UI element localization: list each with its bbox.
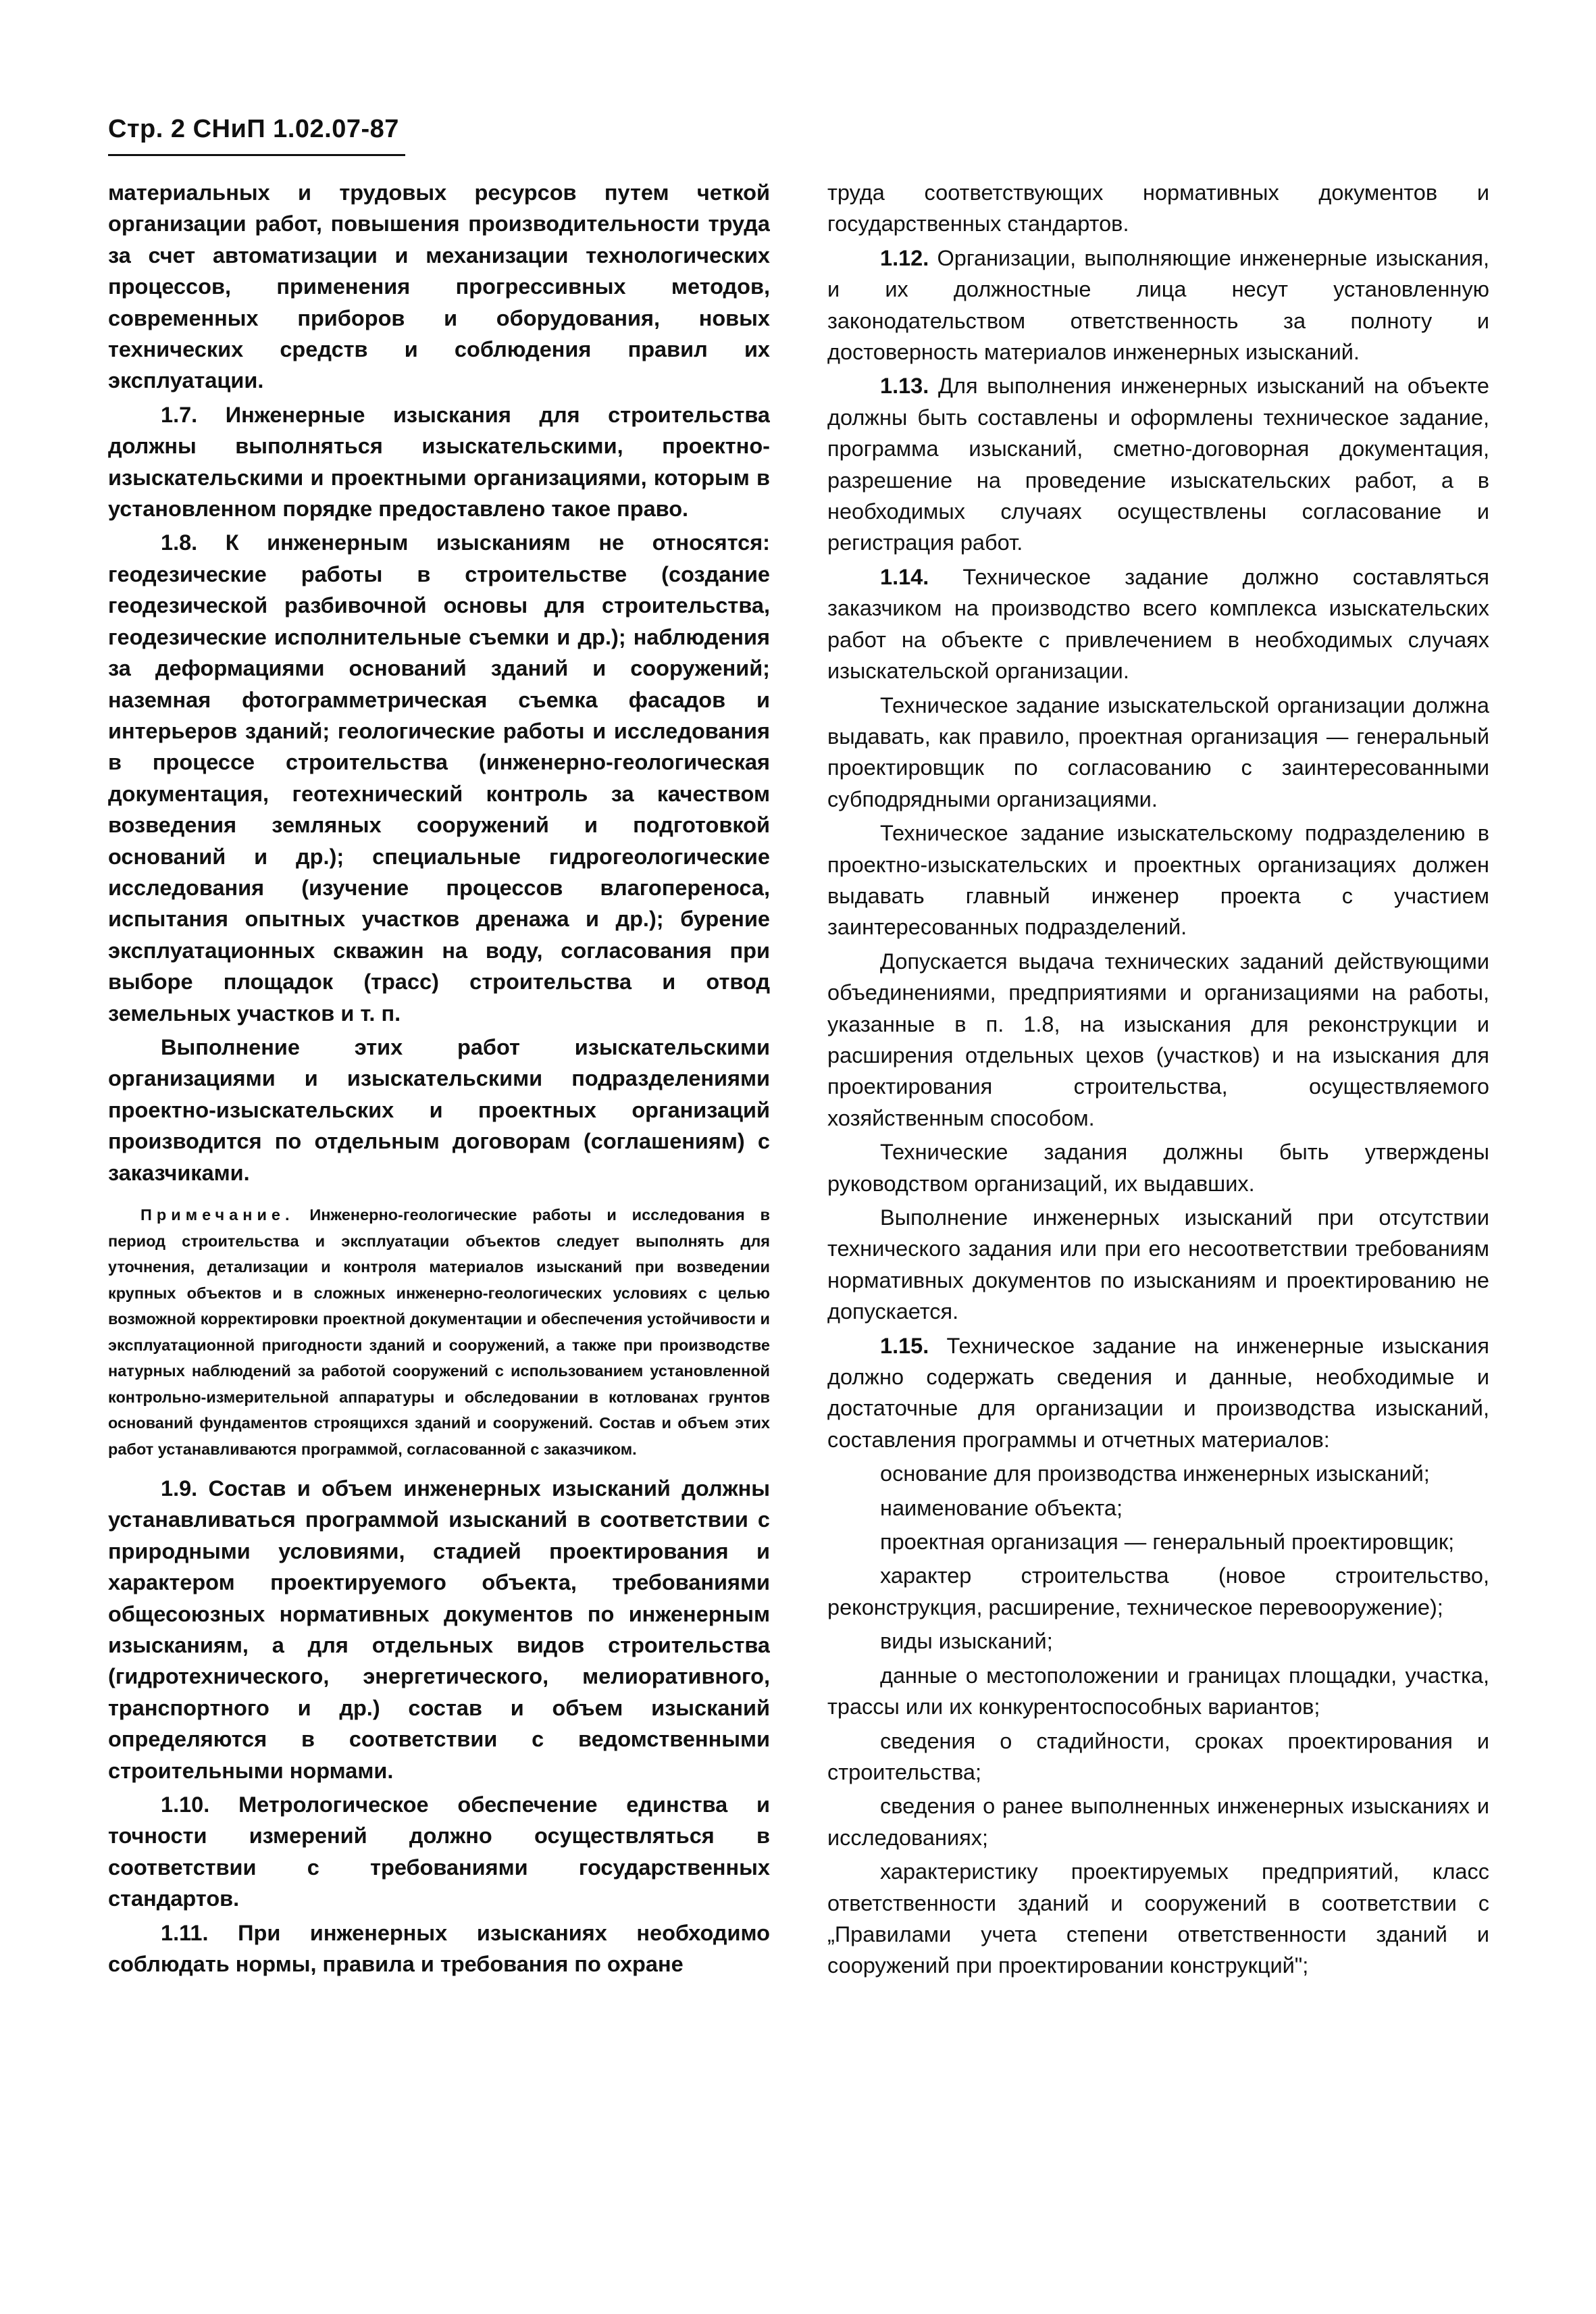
paragraph-1-10 xyxy=(108,1789,770,1915)
list-item: характер строительства (новое строительство, реконструкция, расширение, техническое перевооружение); xyxy=(827,1563,1489,1619)
paragraph-1-9 xyxy=(108,1473,770,1786)
paragraph-intro: материальных и трудовых ресурсов путем четкой организации работ, повышения производительности труда за счет автоматизации и механизации технологических процессов, применения прогрессивных методов, современных приборов и оборудования, новых технических средств и соблюдения правил их эксплуатации. xyxy=(108,180,770,393)
clause-text: Состав и объем инженерных изысканий должны устанавливаться программой изысканий в соответствии с природными условиями, стадией проектирования и характером проектируемого объекта, требованиями общесоюзных нормативных документов по инженерным изысканиям, а для отдельных видов строительства (гидротехнического, энергетического, мелиоративного, транспортного и др.) состав и объем изысканий определяются в соответствии с ведомственными строительными нормами. xyxy=(108,1476,770,1783)
paragraph-1-13 xyxy=(827,370,1489,558)
list-item: проектная организация — генеральный проектировщик; xyxy=(880,1530,1455,1555)
paragraph-1-14-e: Технические задания должны быть утверждены руководством организаций, их выдавших. xyxy=(827,1140,1489,1196)
paragraph-1-12 xyxy=(827,243,1489,368)
clause-text: Метрологическое обеспечение единства и точности измерений должно осуществляться в соответствии с требованиями государственных стандартов. xyxy=(108,1792,770,1911)
paragraph-1-14-c: Техническое задание изыскательскому подразделению в проектно-изыскательских и проектных организациях должен выдавать главный инженер проекта с участием заинтересованных подразделений. xyxy=(827,821,1489,940)
clause-number: 1.13. xyxy=(880,374,929,399)
note-label: Примечание. xyxy=(140,1206,294,1224)
clause-number: 1.10. xyxy=(161,1792,210,1817)
paragraph-1-14 xyxy=(827,561,1489,687)
list-item: наименование объекта; xyxy=(880,1495,1123,1520)
list-item: характеристику проектируемых предприятий, класс ответственности зданий и сооружений в соответствии с „Правилами учета степени ответственности зданий и сооружений при проектировании конструкций"; xyxy=(827,1859,1489,1978)
paragraph-1-7 xyxy=(108,399,770,525)
list-item: данные о местоположении и границах площадки, участка, трассы или их конкурентоспособных вариантов; xyxy=(827,1663,1489,1719)
list-item: основание для производства инженерных изысканий; xyxy=(880,1461,1430,1486)
list-item: сведения о ранее выполненных инженерных изысканиях и исследованиях; xyxy=(827,1794,1489,1850)
clause-text: К инженерным изысканиям не относятся: геодезические работы в строительстве (создание геодезической разбивочной основы для строительства, геодезические исполнительные съемки и др.); наблюдения за деформациями оснований зданий и сооружений; наземная фотограмметрическая съемка фасадов и интерьеров зданий; геологические работы и исследования в процессе строительства (инженерно-геологическая документация, геотехнический контроль за качеством возведения земляных сооружений и подготовкой оснований и др.); специальные гидрогеологические исследования (изучение процессов влагопереноса, испытания опытных участков дренажа и др.); бурение эксплуатационных скважин на воду, согласования при выборе площадок (трасс) строительства и отвод земельных участков и т. п. xyxy=(108,530,770,1026)
left-column xyxy=(108,177,770,2238)
paragraph-1-14-d: Допускается выдача технических заданий действующими объединениями, предприятиями и организациями на работы, указанные в п. 1.8, на изыскания для реконструкции и расширения отдельных цехов (участков) и на изыскания для проектирования строительства, осуществляемого хозяйственным способом. xyxy=(827,949,1489,1130)
clause-text: При инженерных изысканиях необходимо соблюдать нормы, правила и требования по охране xyxy=(108,1920,770,1977)
clause-number: 1.7. xyxy=(161,402,198,427)
note-text: Инженерно-геологические работы и исследования в период строительства и эксплуатации объектов следует выполнять для уточнения, детализации и контроля материалов изысканий при возведении крупных объектов и в сложных инженерно-геологических условиях с целью возможной корректировки проектной документации и обеспечения устойчивости и эксплуатационной пригодности зданий и сооружений, а также при производстве натурных наблюдений за работой сооружений с использованием установленной контрольно-измерительной аппаратуры и обследовании в котлованах грунтов оснований фундаментов строящихся зданий и сооружений. Состав и объем этих работ устанавливаются программой, согласованной с заказчиком. xyxy=(108,1206,770,1458)
clause-number: 1.8. xyxy=(161,530,198,555)
two-column-body xyxy=(108,177,1489,2238)
clause-number: 1.14. xyxy=(880,564,929,589)
paragraph-1-14-b: Техническое задание изыскательской организации должна выдавать, как правило, проектная организация — генеральный проектировщик по согласованию с заинтересованными субподрядными организациями. xyxy=(827,693,1489,811)
clause-number: 1.12. xyxy=(880,245,929,270)
list-item: виды изысканий; xyxy=(880,1629,1053,1654)
clause-number: 1.15. xyxy=(880,1333,929,1358)
clause-number: 1.9. xyxy=(161,1476,198,1501)
note-block xyxy=(108,1202,770,1462)
clause-text: Техническое задание на инженерные изыскания должно содержать сведения и данные, необходимые и достаточные для организации и производства изысканий, составления программы и отчетных материалов: xyxy=(827,1333,1489,1452)
page-header: Стр. 2 СНиП 1.02.07-87 xyxy=(108,115,399,143)
clause-text: Организации, выполняющие инженерные изыскания, и их должностные лица несут установленную законодательством ответственность за полноту и достоверность материалов инженерных изысканий. xyxy=(827,245,1489,365)
paragraph-1-8-b: Выполнение этих работ изыскательскими организациями и изыскательскими подразделениями проектно-изыскательских и проектных организаций производится по отдельным договорам (соглашениям) с заказчиками. xyxy=(108,1034,770,1185)
clause-text: Инженерные изыскания для строительства должны выполняться изыскательскими, проектно-изыскательскими и проектными организациями, которым в установленном порядке предоставлено такое право. xyxy=(108,402,770,522)
right-column xyxy=(827,177,1489,2238)
paragraph-continued: труда соответствующих нормативных документов и государственных стандартов. xyxy=(827,180,1489,236)
clause-text: Техническое задание должно составляться заказчиком на производство всего комплекса изыскательских работ на объекте с привлечением в необходимых случаях изыскательской организации. xyxy=(827,564,1489,684)
paragraph-1-11 xyxy=(108,1917,770,1980)
paragraph-1-14-f: Выполнение инженерных изысканий при отсутствии технического задания или при его несоответствии требованиям нормативных документов по изысканиям и проектированию не допускается. xyxy=(827,1205,1489,1324)
list-item: сведения о стадийности, сроках проектирования и строительства; xyxy=(827,1728,1489,1784)
clause-text: Для выполнения инженерных изысканий на объекте должны быть составлены и оформлены техническое задание, программа изысканий, сметно-договорная документация, разрешение на проведение изыскательских работ, а в необходимых случаях осуществлены согласование и регистрация работ. xyxy=(827,374,1489,555)
clause-number: 1.11. xyxy=(161,1920,209,1945)
paragraph-1-15 xyxy=(827,1330,1489,1456)
header-rule xyxy=(108,154,405,156)
paragraph-1-8 xyxy=(108,527,770,1029)
